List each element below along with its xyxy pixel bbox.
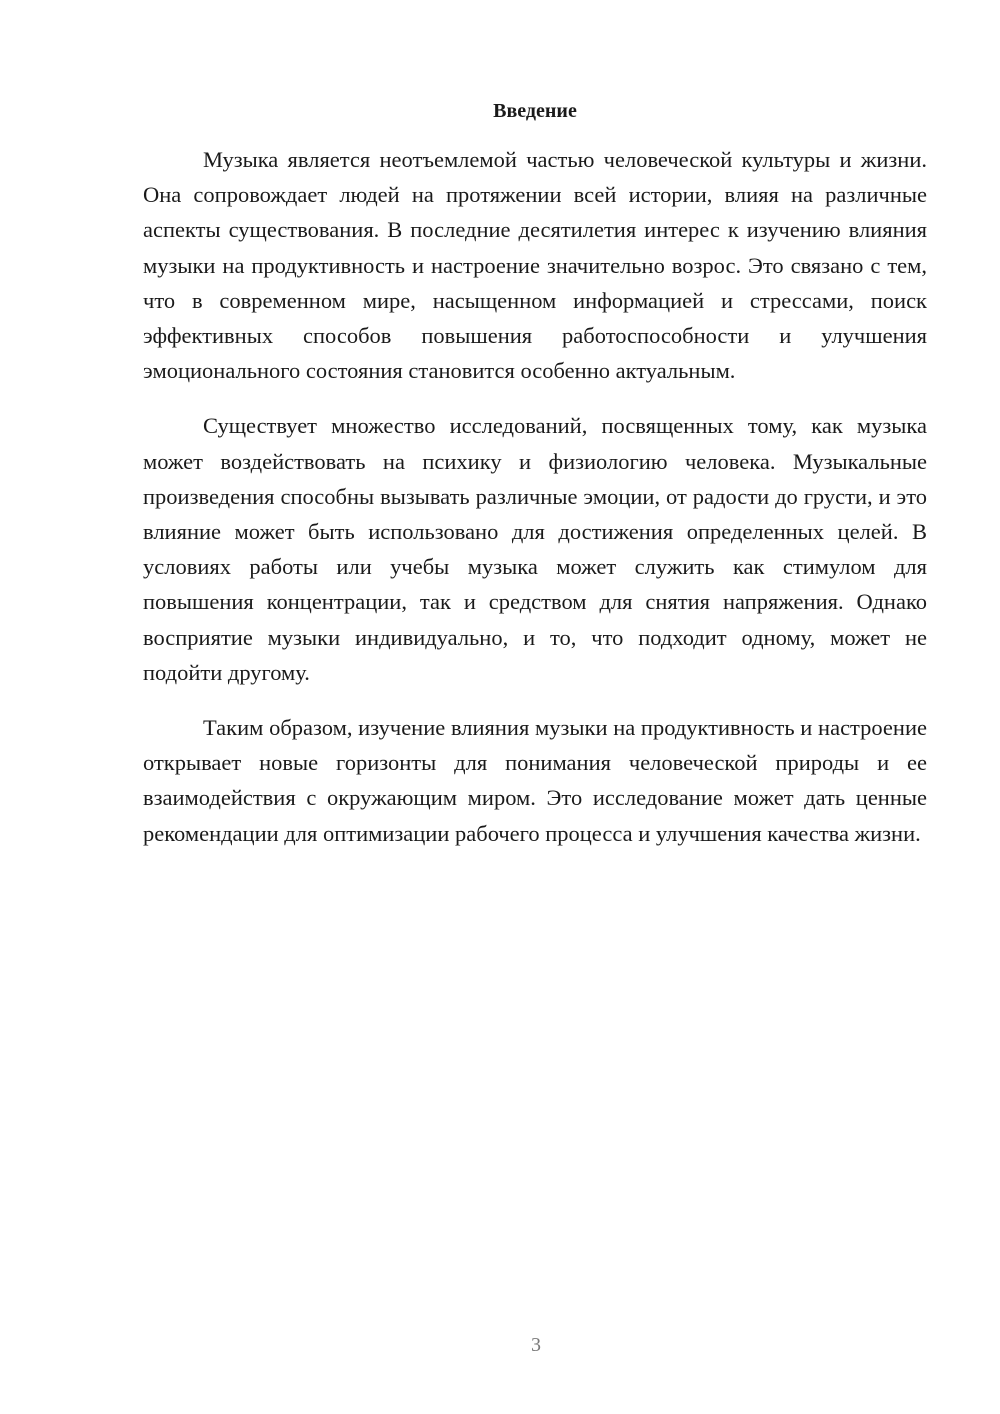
page-number: 3 [531,1334,541,1356]
section-heading: Введение [493,100,577,122]
paragraph-3: Таким образом, изучение влияния музыки на продуктивность и настроение открывает новые горизонты для понимания человеческой природы и ее взаимодействия с окружающим миром. Это исследование может дать ценные рекомендации для оптимизации рабочего процесса и улучшения качества жизни. [143,715,927,846]
body-text [143,142,927,871]
paragraph-2: Существует множество исследований, посвященных тому, как музыка может воздействовать на психику и физиологию человека. Музыкальные произведения способны вызывать различные эмоции, от радости до грусти, и это влияние может быть использовано для достижения определенных целей. В условиях работы или учебы музыка может служить как стимулом для повышения концентрации, так и средством для снятия напряжения. Однако восприятие музыки индивидуально, и то, что подходит одному, может не подойти другому. [143,413,927,685]
paragraph-1: Музыка является неотъемлемой частью человеческой культуры и жизни. Она сопровождает людей на протяжении всей истории, влияя на различные аспекты существования. В последние десятилетия интерес к изучению влияния музыки на продуктивность и настроение значительно возрос. Это связано с тем, что в современном мире, насыщенном информацией и стрессами, поиск эффективных способов повышения работоспособности и улучшения эмоционального состояния становится особенно актуальным. [143,147,927,384]
